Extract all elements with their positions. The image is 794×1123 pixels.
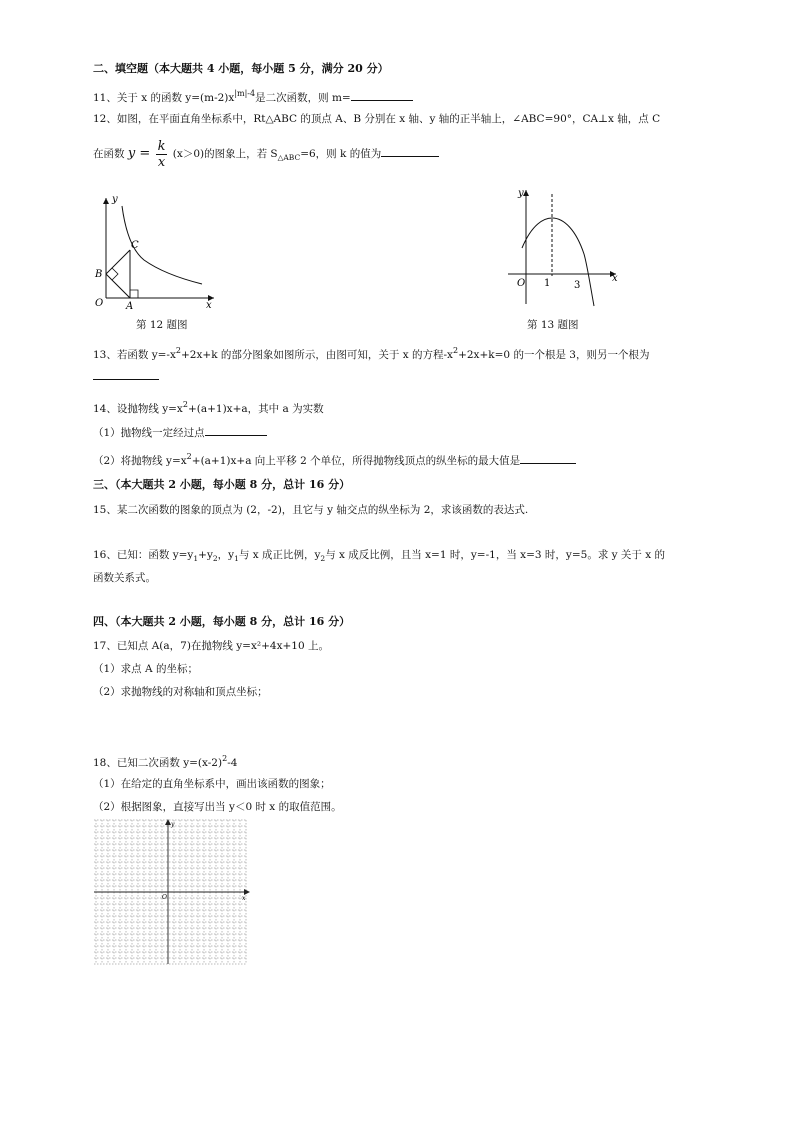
- question-17-part2: （2）求抛物线的对称轴和顶点坐标；: [93, 686, 268, 698]
- coordinate-grid[interactable]: [92, 818, 252, 966]
- fig13-label-1: 1: [544, 278, 551, 289]
- question-18-part1: （1）在给定的直角坐标系中，画出该函数的图象；: [93, 778, 331, 790]
- section-4-heading: 四、（本大题共 2 小题，每小题 8 分，总计 16 分）: [93, 615, 351, 628]
- question-17: 17、已知点 A(a，7)在抛物线 y=x²+4x+10 上。: [93, 640, 330, 652]
- question-16-line1: 16、已知：函数 $y=y_1+y_2$，$y_1$与 x 成正比例，$y_2$与 x 成反比例，且当 x=1 时，y=-1，当 x=3 时，y=5。求 y 关于 x 的: [93, 549, 666, 563]
- grid-label-x: x: [242, 895, 246, 902]
- fig13-label-o: O: [517, 278, 526, 289]
- question-14-part2: （2）将抛物线 $y=x^2+(a+1)x+a$ 向上平移 2 个单位，所得抛物线顶点的纵坐标的最大值是: [93, 450, 576, 468]
- fig12-label-a: A: [126, 301, 134, 312]
- question-18-part2: （2）根据图象，直接写出当 y＜0 时 x 的取值范围。: [93, 801, 342, 813]
- section-3-heading: 三、（本大题共 2 小题，每小题 8 分，总计 16 分）: [93, 478, 351, 491]
- question-17-part1: （1）求点 A 的坐标；: [93, 663, 198, 675]
- fig12-caption: 第 12 题图: [136, 319, 188, 331]
- fig13-label-x: x: [612, 273, 618, 284]
- fig13-label-3: 3: [574, 280, 581, 291]
- answer-blank-11[interactable]: [351, 90, 413, 101]
- question-12-line1: 12、如图，在平面直角坐标系中，Rt△ABC 的顶点 A、B 分别在 x 轴、y 轴的正半轴上，∠ABC=90°，CA⊥x 轴，点 C: [93, 113, 661, 125]
- grid-label-o: O: [162, 894, 167, 901]
- question-16-line2: 函数关系式。: [93, 572, 156, 584]
- fraction-k-over-x: $\frac{k}{x}$: [157, 138, 166, 170]
- question-18: 18、已知二次函数 $y=(x-2)^2-4$: [93, 754, 238, 769]
- grid-label-y: y: [171, 821, 175, 828]
- answer-blank-13-line: [93, 369, 159, 384]
- question-14-part1: （1）抛物线一定经过点: [93, 425, 267, 440]
- fig12-label-y: y: [112, 194, 118, 205]
- answer-blank-14-1[interactable]: [205, 425, 267, 436]
- section-2-heading: 二、填空题（本大题共 4 小题，每小题 5 分，满分 20 分）: [93, 62, 389, 75]
- figure-13: [500, 184, 625, 310]
- fig12-label-b: B: [95, 269, 103, 280]
- fig13-caption: 第 13 题图: [527, 319, 579, 331]
- question-15: 15、某二次函数的图象的顶点为 (2，-2)，且它与 y 轴交点的纵坐标为 2，求该函数的表达式.: [93, 504, 529, 516]
- question-12-line2: 在函数 y = $\frac{k}{x}$ (x＞0)的图象上，若 $S_{\triangle ABC}=6$，则 k 的值为: [93, 137, 439, 175]
- answer-blank-14-2[interactable]: [520, 453, 576, 464]
- fig12-label-c: C: [131, 240, 139, 251]
- question-11: 11、关于 x 的函数 $y=(m-2)x^{|m|-4}$是二次函数，则 m=: [93, 87, 413, 105]
- fig12-label-x: x: [206, 300, 212, 311]
- answer-blank-12[interactable]: [381, 146, 439, 157]
- question-13: 13、若函数 $y=-x^2+2x+k$ 的部分图象如图所示，由图可知，关于 x 的方程$-x^2+2x+k=0$ 的一个根是 3，则另一个根为: [93, 346, 650, 361]
- answer-blank-13[interactable]: [93, 369, 159, 380]
- figure-12: [90, 192, 220, 312]
- question-14: 14、设抛物线 $y=x^2+(a+1)x+a$，其中 a 为实数: [93, 400, 324, 415]
- fig12-label-o: O: [95, 298, 104, 309]
- fig13-label-y: y: [518, 188, 524, 199]
